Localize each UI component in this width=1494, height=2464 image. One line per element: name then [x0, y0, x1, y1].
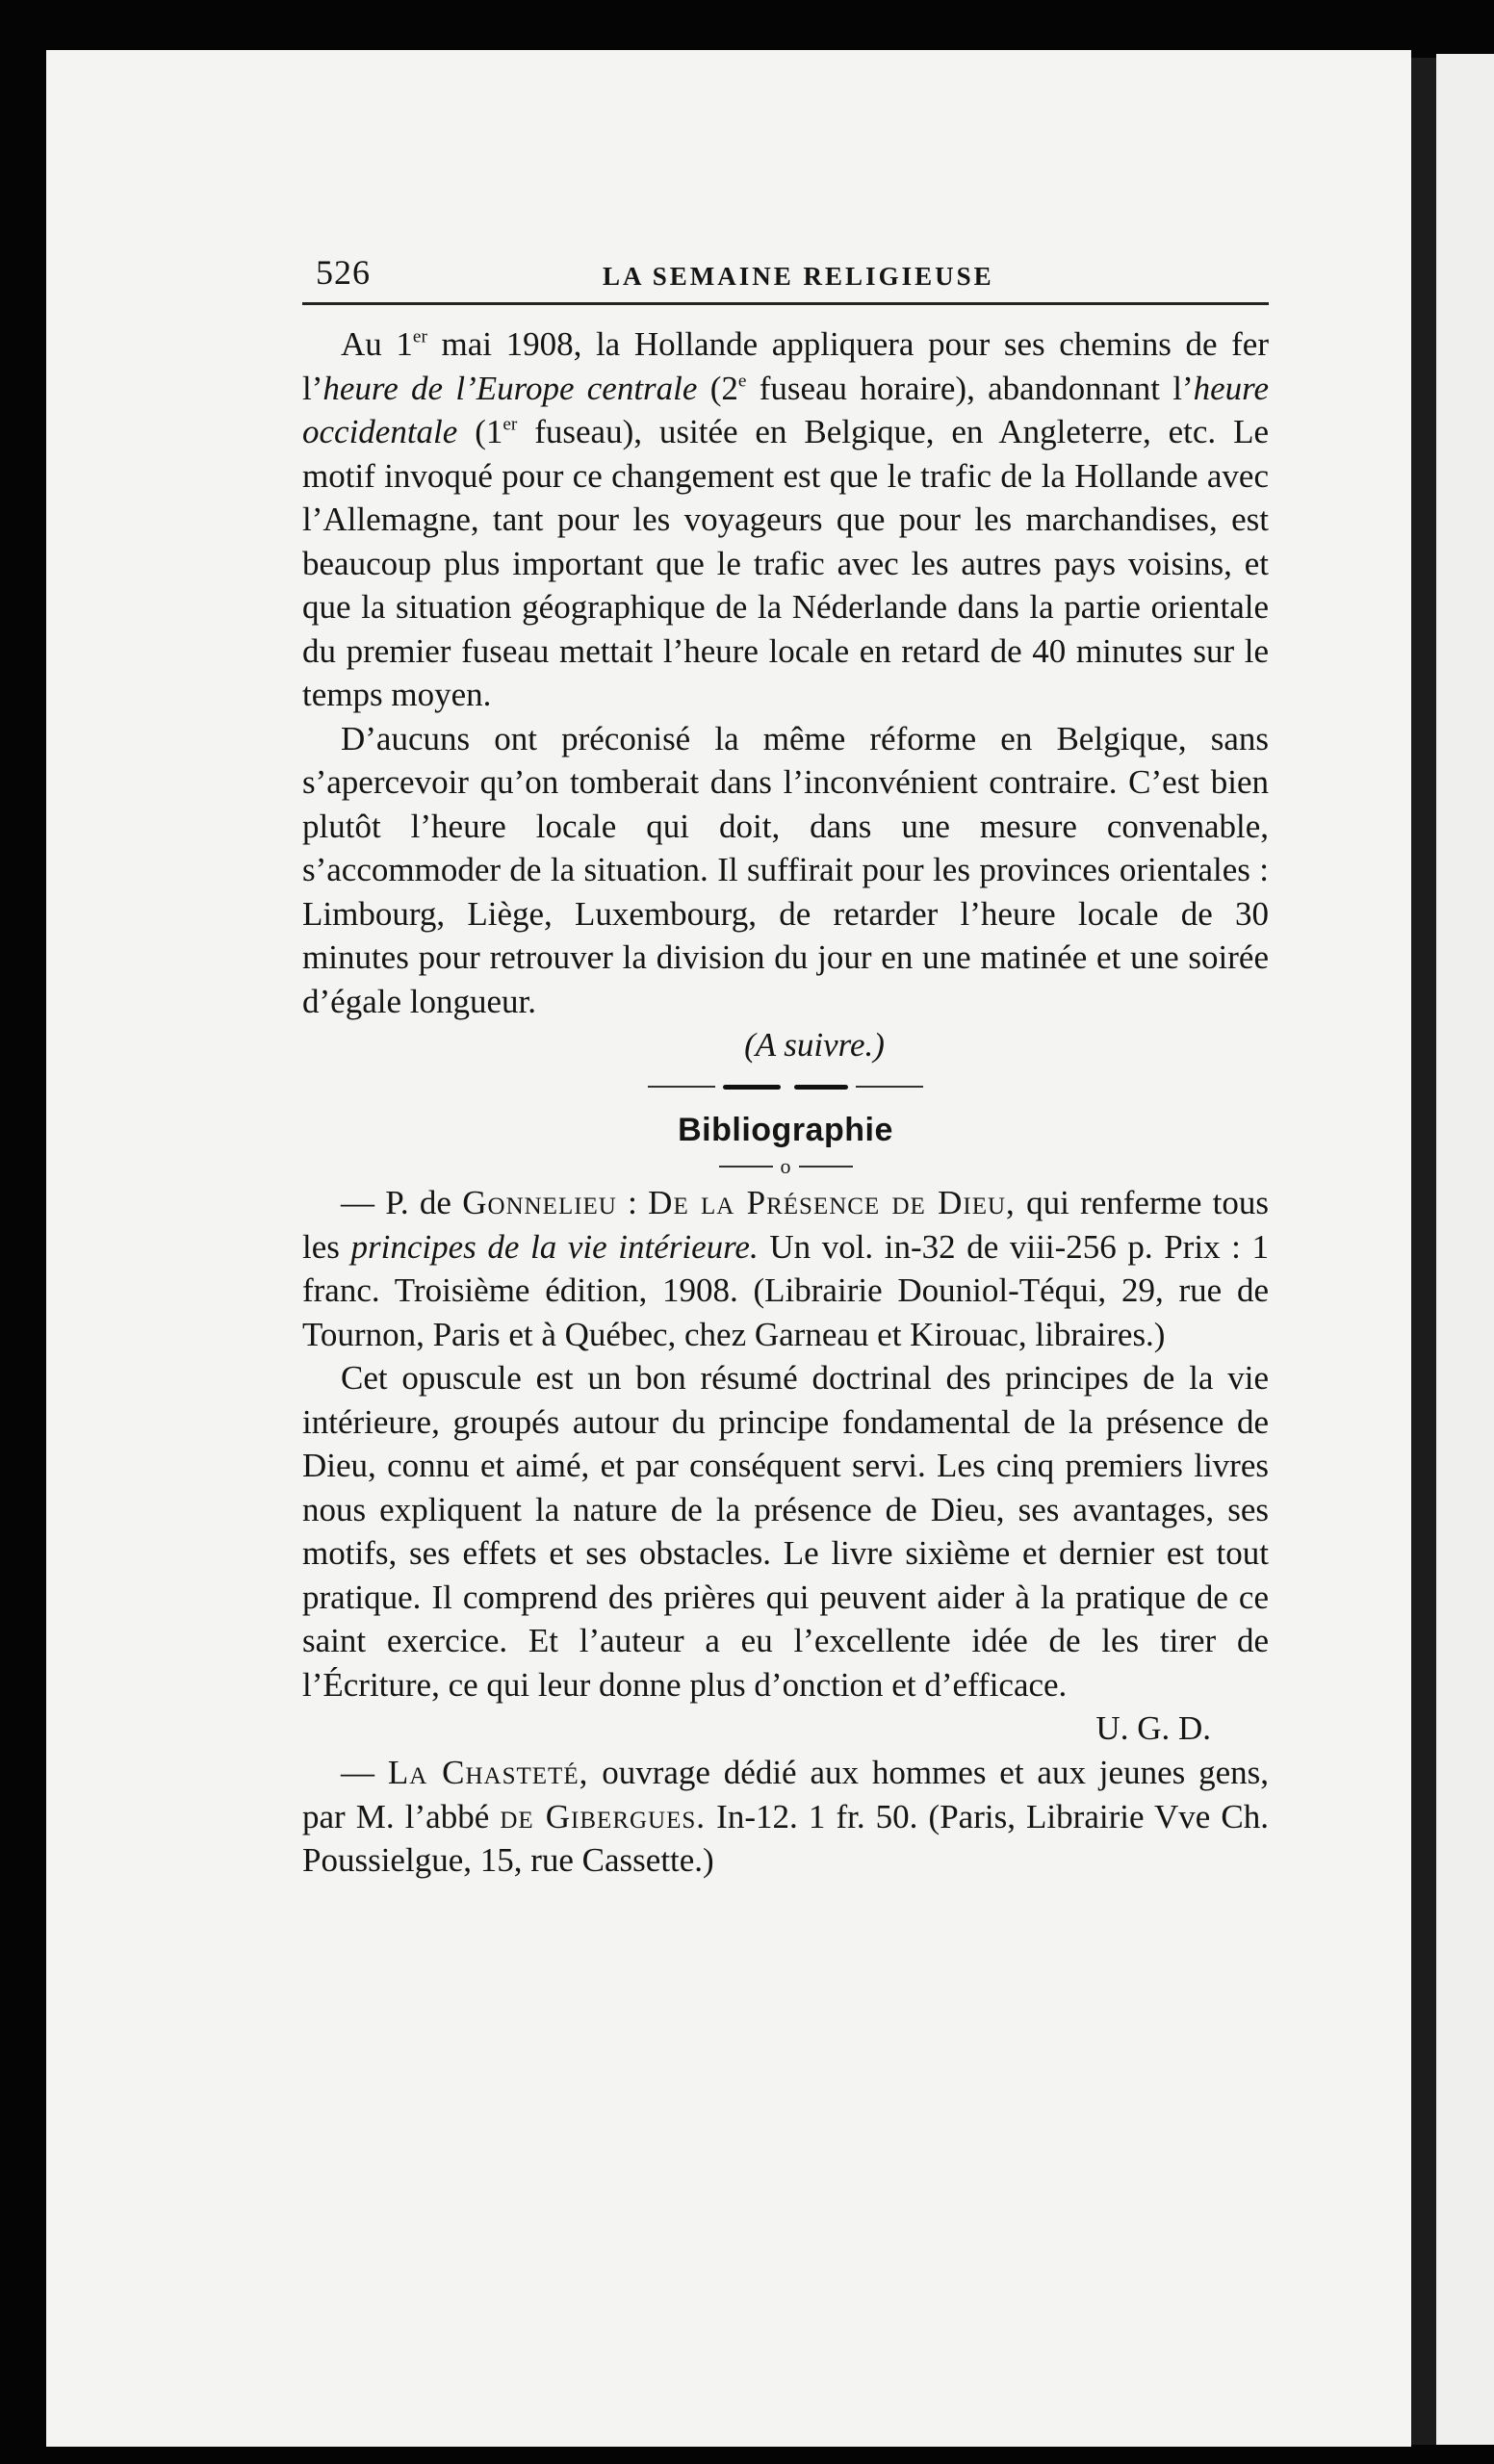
bibliography-entry-1: — P. de Gonnelieu : De la Présence de Dieu, qui renferme tous les principes de la vie intérieure. Un vol. in-32 de viii-256 p. Prix : 1 franc. Troisième édition, 1908. (Librairie Douniol-Téqui, 29, rue de Tournon, Paris et à Québec, chez Garneau et Kirouac, libraires.): [302, 1184, 1270, 1353]
article-paragraph-1: Au 1er mai 1908, la Hollande appliquera pour ses chemins de fer l’heure de l’Europe centrale (2e fuseau horaire), abandonnant l’heure occidentale (1er fuseau), usitée en Belgique, en Angleterre, etc. Le motif invoqué pour ce changement est que le trafic de la Hollande avec l’Allemagne, tant pour les voyageurs que pour les marchandises, est beaucoup plus important que le trafic avec les autres pays voisins, et que la situation géographique de la Néderlande dans la partie orientale du premier fuseau mettait l’heure locale en retard de 40 minutes sur le temps moyen.: [302, 325, 1269, 713]
bibliography-entry-2: — La Chasteté, ouvrage dédié aux hommes et aux jeunes gens, par M. l’abbé de Gibergues. In-12. 1 fr. 50. (Paris, Librairie Vve Ch. Poussielgue, 15, rue Cassette.): [302, 1754, 1269, 1879]
next-page-edge: [1436, 54, 1494, 2445]
book-title: La Chasteté,: [387, 1754, 589, 1791]
bibliography-heading: Bibliographie: [678, 1112, 893, 1148]
page-gutter-shadow: [1411, 58, 1436, 2445]
author-name: de Gibergues.: [500, 1797, 707, 1835]
page-header: [302, 248, 1269, 305]
emphasis-heure-europe-centrale: heure de l’Europe centrale: [322, 369, 698, 407]
review-paragraph: Cet opuscule est un bon résumé doctrinal des principes de la vie intérieure, groupés autour du principe fondamental de la présence de Dieu, connu et aimé, et par conséquent servi. Les cinq premiers livres nous expliquent la nature de la présence de Dieu, ses avantages, ses motifs, ses effets et ses obstacles. Le livre sixième et dernier est tout pratique. Il comprend des prières qui peuvent aider à la pratique de ce saint exercice. Et l’auteur a eu l’excellente idée de les tirer de l’Écriture, ce qui leur donne plus d’onction et d’efficace.: [302, 1359, 1269, 1704]
book-subtitle: principes de la vie intérieure.: [350, 1227, 759, 1266]
section-divider-ornament: [302, 1069, 1269, 1104]
continued-note: (A suivre.): [744, 1026, 885, 1064]
article-paragraph-2: D’aucuns ont préconisé la même réforme en Belgique, sans s’apercevoir qu’on tomberait dans l’inconvénient contraire. C’est bien plutôt l’heure locale qui doit, dans une mesure convenable, s’accommoder de la situation. Il suffirait pour les provinces orientales : Limbourg, Liège, Luxembourg, de retarder l’heure locale de 30 minutes pour retrouver la division du jour en une matinée et une soirée d’égale longueur.: [302, 719, 1269, 1020]
page-content: [302, 248, 1269, 1883]
running-head: LA SEMAINE RELIGIEUSE: [603, 262, 994, 291]
author-name: Gonnelieu: [462, 1184, 617, 1221]
heading-ornament: o: [302, 1152, 1269, 1181]
review-signature: U. G. D.: [1095, 1709, 1211, 1747]
book-title: De la Présence de Dieu,: [648, 1184, 1016, 1221]
page-number: 526: [316, 253, 371, 292]
emphasis-heure-occidentale: heure occidentale: [302, 369, 1269, 450]
